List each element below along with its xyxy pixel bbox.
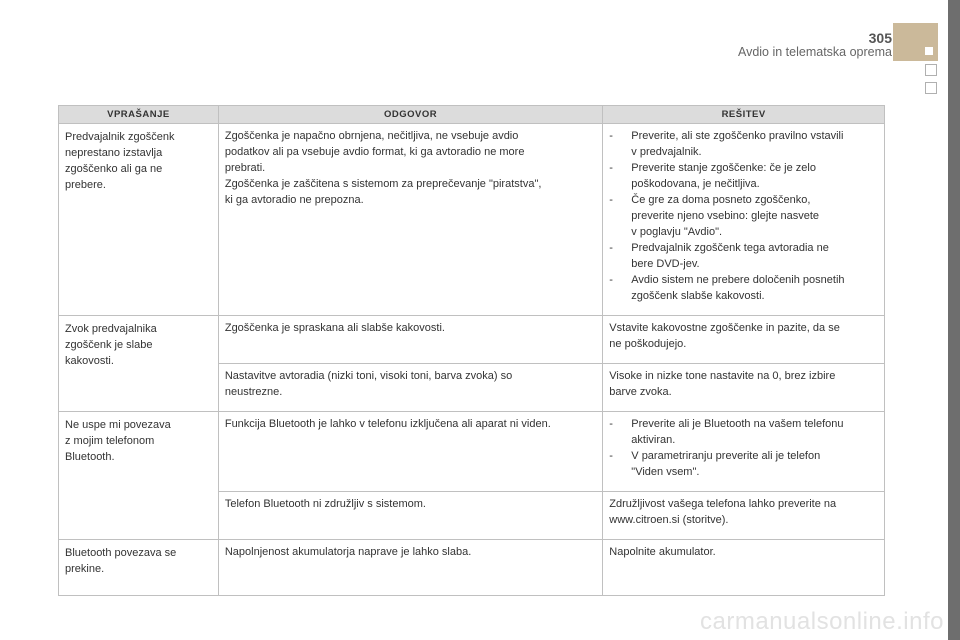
solution-line: - V parametriranju preverite ali je telefon [631, 450, 821, 462]
nav-square-icon [925, 64, 937, 76]
question-line: Ne uspe mi povezava [65, 419, 171, 431]
solution-line: zgoščenk slabše kakovosti. [631, 290, 765, 302]
solution-item [609, 240, 878, 272]
solution-line: preverite njeno vsebino: glejte nasvete [631, 210, 820, 222]
section-title: Avdio in telematska oprema [737, 45, 892, 59]
nav-square-icon [925, 82, 937, 94]
solution-line: ne poškodujejo. [609, 338, 687, 350]
solution-line: - Preverite ali je Bluetooth na vašem telefonu [631, 418, 844, 430]
column-header-question: VPRAŠANJE [59, 106, 219, 124]
solution-cell [603, 316, 885, 364]
answer-line: ki ga avtoradio ne prepozna. [224, 194, 364, 206]
answer-cell [218, 540, 602, 596]
answer-cell [218, 364, 602, 412]
solution-item [609, 160, 878, 192]
answer-cell [218, 492, 602, 540]
solution-item [609, 128, 878, 160]
solution-line: poškodovana, je nečitljiva. [631, 178, 760, 190]
question-line: Predvajalnik zgoščenk [65, 131, 175, 143]
question-line: Bluetooth povezava se [65, 547, 177, 559]
solution-line: "Viden vsem". [631, 466, 700, 478]
answer-cell [218, 412, 602, 492]
question-line: z mojim telefonom [65, 435, 155, 447]
question-line: zgoščenk je slabe [65, 339, 153, 351]
answer-line: Napolnjenost akumulatorja naprave je lahko slaba. [224, 546, 472, 558]
solution-item [609, 192, 878, 240]
question-cell [59, 316, 219, 412]
solution-line: v poglavju "Avdio". [631, 226, 723, 238]
answer-line: Zgoščenka je napačno obrnjena, nečitljiva, ne vsebuje avdio [224, 130, 519, 142]
column-header-answer: ODGOVOR [218, 106, 602, 124]
table-row [59, 316, 885, 364]
question-line: Bluetooth. [65, 451, 115, 463]
answer-line: Nastavitve avtoradia (nizki toni, visoki toni, barva zvoka) so [224, 370, 513, 382]
solution-item [609, 416, 878, 448]
solution-cell [603, 492, 885, 540]
answer-line: podatkov ali pa vsebuje avdio format, ki ga avtoradio ne more [224, 146, 525, 158]
page-number: 305 [868, 30, 892, 46]
solution-line: Vstavite kakovostne zgoščenke in pazite, da se [609, 322, 840, 334]
question-line: prekine. [65, 563, 105, 575]
solution-line: bere DVD-jev. [631, 258, 700, 270]
answer-line: Zgoščenka je spraskana ali slabše kakovosti. [224, 322, 445, 334]
column-header-solution: REŠITEV [603, 106, 885, 124]
solution-line: - Preverite stanje zgoščenke: če je zelo [631, 162, 816, 174]
question-cell [59, 412, 219, 540]
question-line: neprestano izstavlja [65, 147, 163, 159]
solution-line: - Avdio sistem ne prebere določenih posnetih [631, 274, 845, 286]
chapter-square-icon [925, 47, 933, 55]
question-line: Zvok predvajalnika [65, 323, 157, 335]
question-line: prebere. [65, 179, 106, 191]
solution-line: Združljivost vašega telefona lahko preverite na [609, 498, 837, 510]
answer-line: Telefon Bluetooth ni združljiv s sistemom. [224, 498, 426, 510]
solution-line: aktiviran. [631, 434, 676, 446]
solution-line: - Predvajalnik zgoščenk tega avtoradia ne [631, 242, 829, 254]
table-row [59, 124, 885, 316]
table-header-row [59, 106, 885, 124]
solution-line: Visoke in nizke tone nastavite na 0, brez izbire [609, 370, 836, 382]
troubleshooting-table [58, 105, 885, 596]
chapter-tab [893, 23, 938, 61]
solution-cell [603, 124, 885, 316]
answer-line: Funkcija Bluetooth je lahko v telefonu izključena ali aparat ni viden. [224, 418, 551, 430]
solution-line: - Preverite, ali ste zgoščenko pravilno vstavili [631, 130, 844, 142]
solution-line: www.citroen.si (storitve). [609, 514, 729, 526]
answer-cell [218, 124, 602, 316]
watermark: carmanualsonline.info [700, 608, 944, 635]
solution-item [609, 272, 878, 304]
solution-item [609, 448, 878, 480]
solution-line: barve zvoka. [609, 386, 672, 398]
answer-cell [218, 316, 602, 364]
table-row [59, 412, 885, 492]
answer-line: neustrezne. [224, 386, 283, 398]
question-line: zgoščenko ali ga ne [65, 163, 163, 175]
solution-line: v predvajalnik. [631, 146, 702, 158]
table-row [59, 540, 885, 596]
solution-cell [603, 540, 885, 596]
solution-cell [603, 412, 885, 492]
question-cell [59, 124, 219, 316]
answer-line: prebrati. [224, 162, 266, 174]
solution-list [609, 128, 878, 304]
solution-line: - Če gre za doma posneto zgoščenko, [631, 194, 811, 206]
side-strip [948, 0, 960, 640]
question-cell [59, 540, 219, 596]
solution-list [609, 416, 878, 480]
answer-line: Zgoščenka je zaščitena s sistemom za preprečevanje "piratstva", [224, 178, 542, 190]
solution-cell [603, 364, 885, 412]
solution-line: Napolnite akumulator. [609, 546, 716, 558]
question-line: kakovosti. [65, 355, 114, 367]
